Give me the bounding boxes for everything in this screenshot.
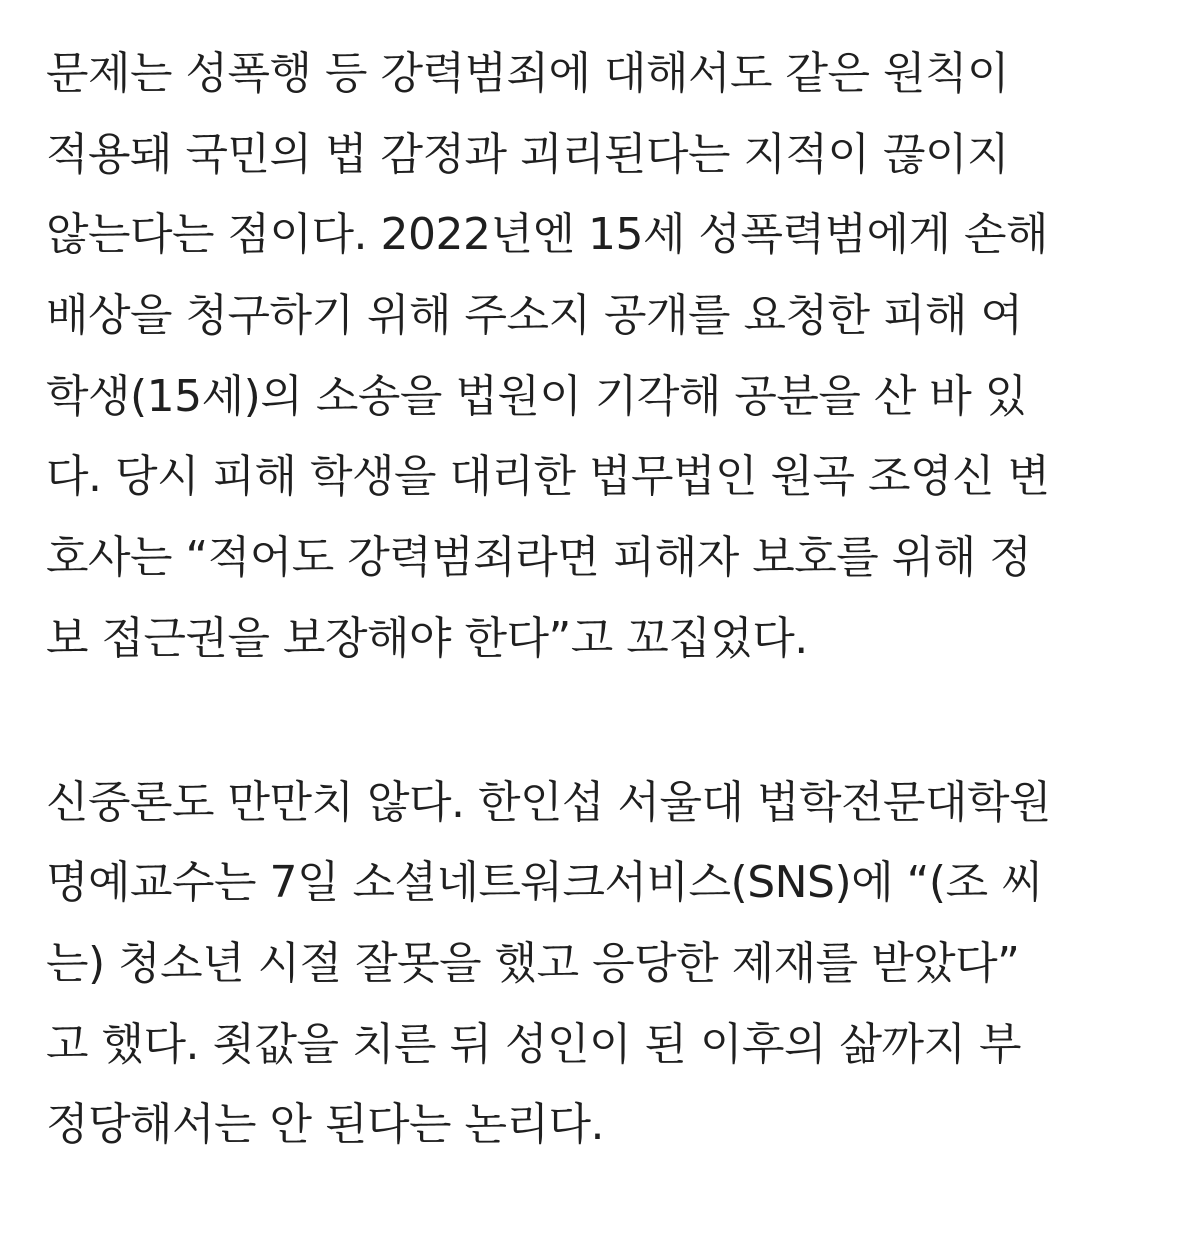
- text-line: 는) 청소년 시절 잘못을 했고 응당한 제재를 받았다”: [46, 937, 1020, 989]
- text-line: 배상을 청구하기 위해 주소지 공개를 요청한 피해 여: [46, 290, 1023, 342]
- text-line: 다. 당시 피해 학생을 대리한 법무법인 원곡 조영신 변: [46, 451, 1050, 503]
- text-line: 보 접근권을 보장해야 한다”고 꼬집었다.: [46, 612, 808, 664]
- article-body: [46, 34, 1166, 1166]
- paragraph-spacer: [46, 680, 1166, 763]
- text-line: 문제는 성폭행 등 강력범죄에 대해서도 같은 원칙이: [46, 48, 1009, 99]
- text-line: 고 했다. 죗값을 치른 뒤 성인이 된 이후의 삶까지 부: [46, 1018, 1021, 1070]
- text-line: 학생(15세)의 소송을 법원이 기각해 공분을 산 바 있: [46, 370, 1027, 422]
- paragraph-1: [46, 34, 1166, 680]
- text-line: 명예교수는 7일 소셜네트워크서비스(SNS)에 “(조 씨: [46, 857, 1044, 909]
- text-line: 않는다는 점이다. 2022년엔 15세 성폭력범에게 손해: [46, 209, 1048, 261]
- text-line: 적용돼 국민의 법 감정과 괴리된다는 지적이 끊이지: [46, 128, 1009, 180]
- paragraph-2: [46, 763, 1166, 1166]
- text-line: 정당해서는 안 된다는 논리다.: [46, 1099, 604, 1151]
- text-line: 호사는 “적어도 강력범죄라면 피해자 보호를 위해 정: [46, 532, 1032, 584]
- text-line: 신중론도 만만치 않다. 한인섭 서울대 법학전문대학원: [46, 776, 1052, 828]
